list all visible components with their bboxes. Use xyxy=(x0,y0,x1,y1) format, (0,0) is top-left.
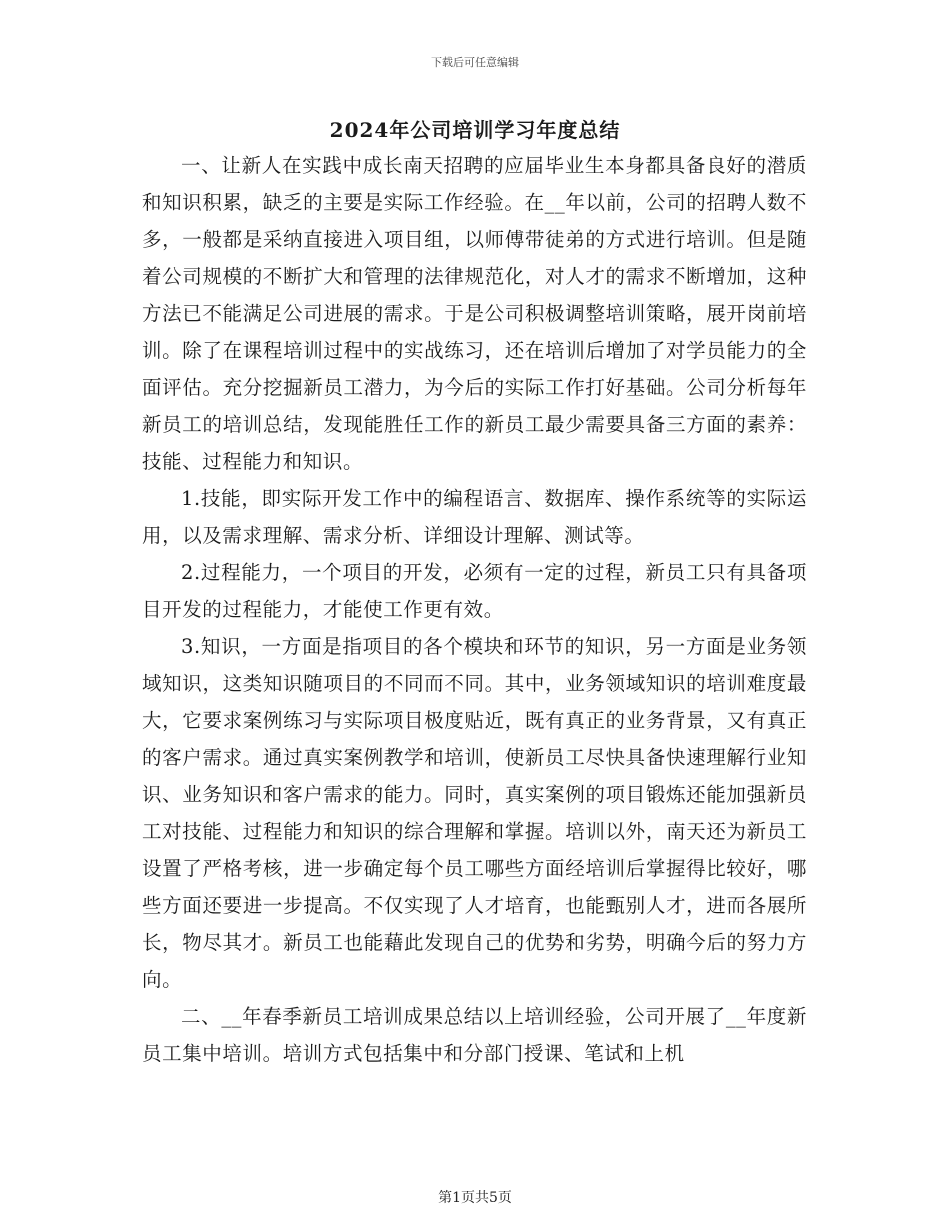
header-note: 下载后可任意编辑 xyxy=(431,56,519,69)
paragraph-section-one: 一、让新人在实践中成长南天招聘的应届毕业生本身都具备良好的潜质和知识积累，缺乏的主要是实际工作经验。在__年以前，公司的招聘人数不多，一般都是采纳直接进入项目组，以师傅带徒弟的方式进行培训。但是随着公司规模的不断扩大和管理的法律规范化，对人才的需求不断增加，这种方法已不能满足公司进展的需求。于是公司积极调整培训策略，展开岗前培训。除了在课程培训过程中的实战练习，还在培训后增加了对学员能力的全面评估。充分挖掘新员工潜力，为今后的实际工作打好基础。公司分析每年新员工的培训总结，发现能胜任工作的新员工最少需要具备三方面的素养：技能、过程能力和知识。 xyxy=(142,154,807,473)
paragraph-process-ability: 2.过程能力，一个项目的开发，必须有一定的过程，新员工只有具备项目开发的过程能力，才能使工作更有效。 xyxy=(142,561,807,621)
page-number: 第1页共5页 xyxy=(438,1190,512,1206)
paragraph-knowledge: 3.知识，一方面是指项目的各个模块和环节的知识，另一方面是业务领域知识，这类知识随项目的不同而不同。其中，业务领域知识的培训难度最大，它要求案例练习与实际项目极度贴近，既有真正的业务背景，又有真正的客户需求。通过真实案例教学和培训，使新员工尽快具备快速理解行业知识、业务知识和客户需求的能力。同时，真实案例的项目锻炼还能加强新员工对技能、过程能力和知识的综合理解和掌握。培训以外，南天还为新员工设置了严格考核，进一步确定每个员工哪些方面经培训后掌握得比较好，哪些方面还要进一步提高。不仅实现了人才培育，也能甄别人才，进而各展所长，物尽其才。新员工也能藉此发现自己的优势和劣势，明确今后的努力方向。 xyxy=(142,635,807,991)
document-title: 2024年公司培训学习年度总结 xyxy=(329,118,621,142)
document-body xyxy=(142,147,807,1072)
paragraph-section-two: 二、__年春季新员工培训成果总结以上培训经验，公司开展了__年度新员工集中培训。培训方式包括集中和分部门授课、笔试和上机 xyxy=(142,1005,807,1065)
paragraph-skills: 1.技能，即实际开发工作中的编程语言、数据库、操作系统等的实际运用，以及需求理解、需求分析、详细设计理解、测试等。 xyxy=(142,487,807,547)
